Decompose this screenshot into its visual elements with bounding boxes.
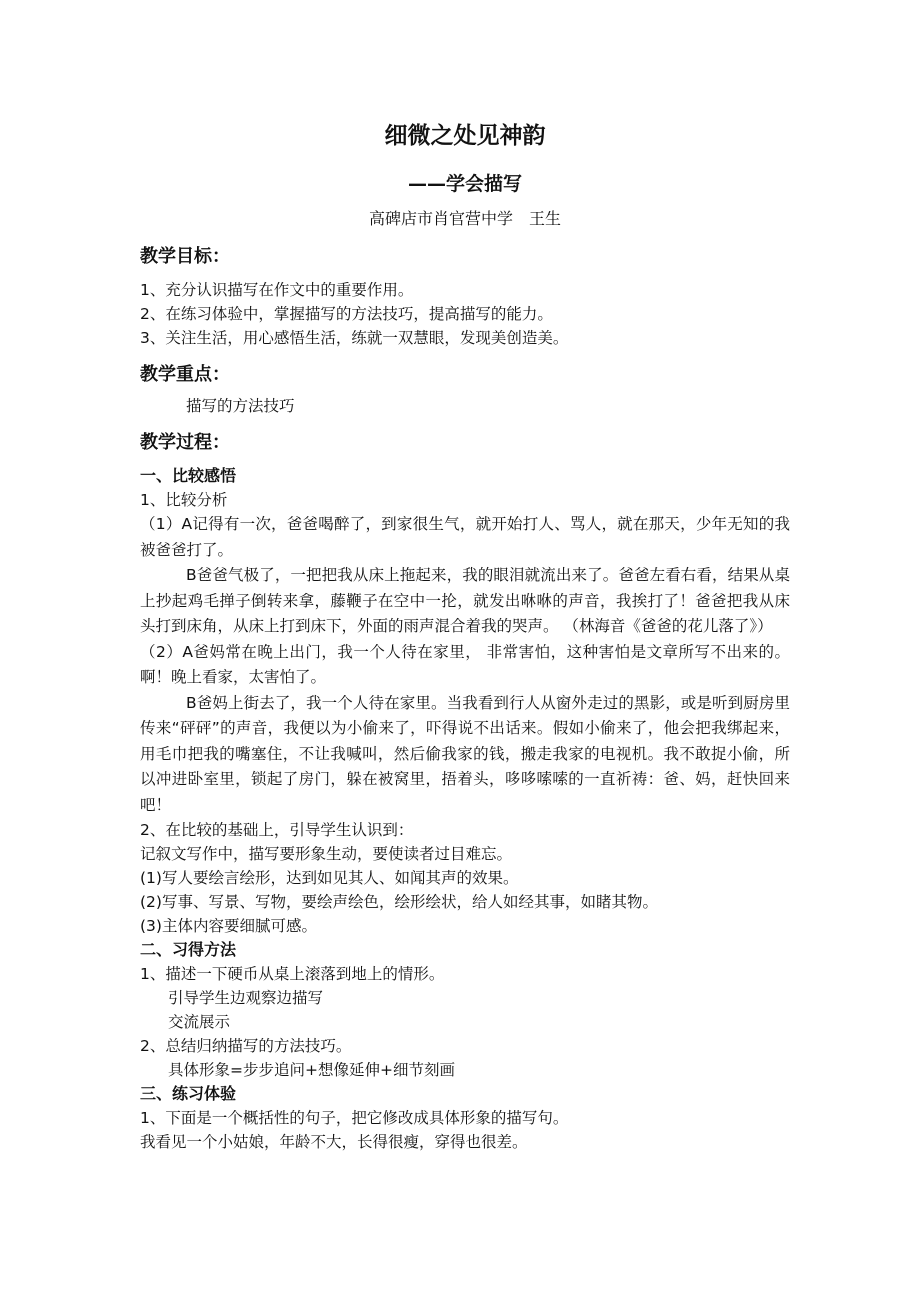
section2-item1-sub: 引导学生边观察边描写 [168,989,324,1007]
goal-item: 2、在练习体验中，掌握描写的方法技巧，提高描写的能力。 [140,305,553,323]
section2-item1: 1、描述一下硬币从桌上滚落到地上的情形。 [140,965,445,983]
document-title: 细微之处见神韵 [384,123,546,149]
section1-line: 记叙文写作中，描写要形象生动，要使读者过目难忘。 [140,845,513,863]
process-heading: 教学过程： [140,432,230,453]
section3-item1-text: 我看见一个小姑娘，年龄不大，长得很瘦，穿得也很差。 [140,1133,528,1151]
section1-line: (3)主体内容要细腻可感。 [140,917,317,935]
author-line: 高碑店市肖官营中学 王生 [368,209,561,228]
goals-list [140,278,790,350]
goal-item: 3、关注生活，用心感悟生活，练就一双慧眼，发现美创造美。 [140,329,569,347]
paragraph-1b: B爸爸气极了，一把把我从床上拖起来，我的眼泪就流出来了。爸爸左看右看，结果从桌上抄起鸡毛掸子倒转来拿，藤鞭子在空中一抡，就发出咻咻的声音，我挨打了！爸爸把我从床头打到床角，从床上打到床下，外面的雨声混合着我的哭声。 （林海音《爸爸的花儿落了》） [140,566,790,635]
section2-heading: 二、习得方法 [140,940,237,959]
section1-sub1: 1、比较分析 [140,491,228,509]
paragraph-2a: （2）A爸妈常在晚上出门，我一个人待在家里， 非常害怕，这种害怕是文章所写不出来的。啊！晚上看家，太害怕了。 [140,642,790,686]
section2-item2-sub: 具体形象=步步追问+想像延伸+细节刻画 [168,1061,455,1079]
key-text: 描写的方法技巧 [186,397,295,415]
goal-item: 1、充分认识描写在作文中的重要作用。 [140,281,414,299]
section2-item2: 2、总结归纳描写的方法技巧。 [140,1037,352,1055]
section1-sub2: 2、在比较的基础上，引导学生认识到： [140,821,414,839]
section2-item1-sub: 交流展示 [168,1013,231,1031]
section1-line: (2)写事、写景、写物，要绘声绘色，绘形绘状，给人如经其事，如睹其物。 [140,893,658,911]
section3-heading: 三、练习体验 [140,1084,237,1103]
section1-heading: 一、比较感悟 [140,466,237,485]
goals-heading: 教学目标： [140,246,230,267]
section1-line: (1)写人要绘言绘形，达到如见其人、如闻其声的效果。 [140,869,519,887]
key-heading: 教学重点： [140,364,230,385]
section3-item1: 1、下面是一个概括性的句子，把它修改成具体形象的描写句。 [140,1109,569,1127]
paragraph-1a: （1）A记得有一次，爸爸喝醉了，到家很生气，就开始打人、骂人，就在那天，少年无知的我被爸爸打了。 [140,515,790,559]
document-page [140,118,790,1154]
document-subtitle: ——学会描写 [407,173,522,195]
paragraph-2b: B爸妈上街去了，我一个人待在家里。当我看到行人从窗外走过的黑影，或是听到厨房里传来“砰砰”的声音，我便以为小偷来了，吓得说不出话来。假如小偷来了，他会把我绑起来，用毛巾把我的嘴塞住，不让我喊叫，然后偷我家的钱，搬走我家的电视机。我不敢捉小偷，所以冲进卧室里，锁起了房门，躲在被窝里，捂着头，哆哆嗦嗦的一直祈祷：爸、妈，赶快回来吧！ [140,693,790,814]
